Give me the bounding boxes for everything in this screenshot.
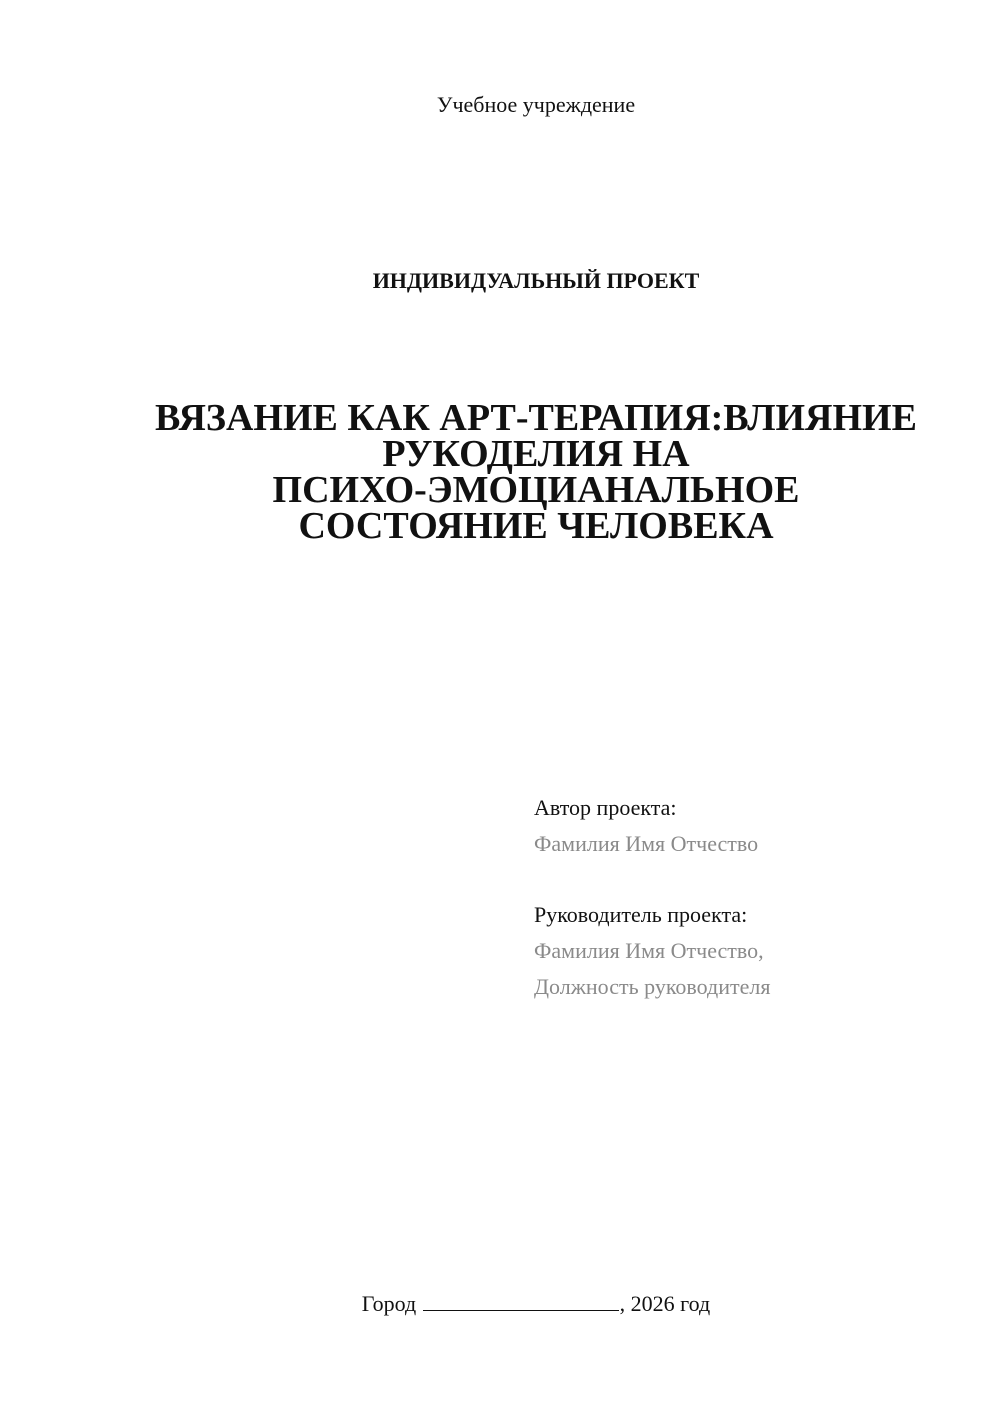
project-title-line: ВЯЗАНИЕ КАК АРТ-ТЕРАПИЯ:ВЛИЯНИЕ (155, 397, 917, 439)
year-text: , 2026 год (619, 1291, 711, 1316)
supervisor-position-placeholder: Должность руководителя (534, 974, 771, 999)
project-title (0, 397, 1000, 547)
city-blank-line (423, 1290, 619, 1311)
project-title-line: РУКОДЕЛИЯ НА (382, 433, 690, 475)
author-label: Автор проекта: (534, 795, 677, 820)
supervisor-block (534, 897, 770, 1005)
city-label: Город (361, 1291, 417, 1316)
city-year-line (0, 1290, 1000, 1317)
author-block (534, 790, 758, 862)
supervisor-name-placeholder: Фамилия Имя Отчество, (534, 938, 764, 963)
project-title-line: СОСТОЯНИЕ ЧЕЛОВЕКА (298, 505, 774, 547)
author-name-placeholder: Фамилия Имя Отчество (534, 831, 759, 856)
project-title-line: ПСИХО-ЭМОЦИАНАЛЬНОЕ (272, 469, 800, 511)
project-type-heading: ИНДИВИДУАЛЬНЫЙ ПРОЕКТ (372, 268, 700, 293)
institution-name: Учебное учреждение (436, 92, 636, 117)
supervisor-label: Руководитель проекта: (534, 902, 748, 927)
